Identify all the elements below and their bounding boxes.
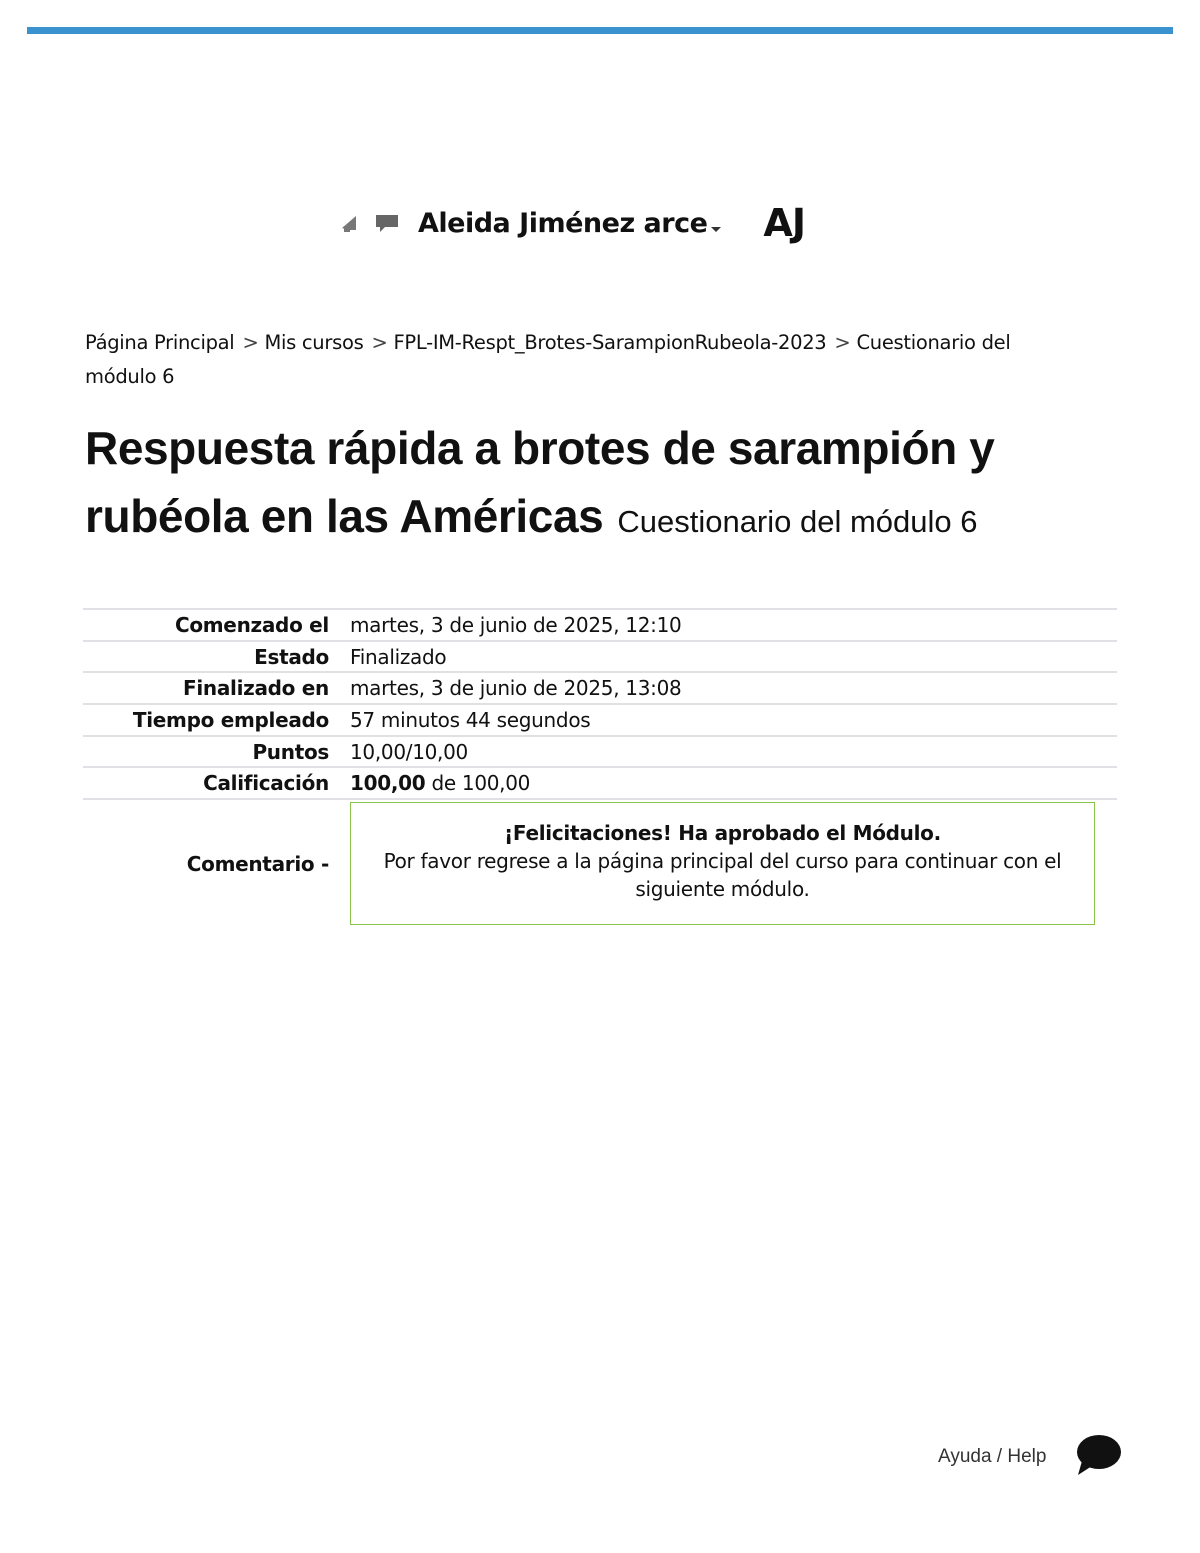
row-value: 57 minutos 44 segundos (350, 704, 1117, 736)
chevron-right-icon: > (371, 331, 388, 354)
grade-score: 100,00 (350, 771, 426, 796)
breadcrumb-item-course[interactable]: FPL-IM-Respt_Brotes-SarampionRubeola-2023 (393, 331, 827, 354)
feedback-message: Por favor regrese a la página principal del curso para continuar con el siguiente módulo. (383, 849, 1062, 902)
row-value: Finalizado (350, 641, 1117, 673)
breadcrumb-item-quiz[interactable]: Cuestionario del módulo 6 (85, 331, 1011, 388)
summary-row (83, 672, 1117, 704)
help-widget[interactable] (938, 1433, 1122, 1481)
comment-row (83, 799, 1117, 928)
help-label[interactable]: Ayuda / Help (938, 1446, 1047, 1467)
attempt-summary-table (83, 608, 1117, 928)
messages-icon[interactable] (374, 210, 400, 236)
breadcrumb-item-home[interactable]: Página Principal (85, 331, 235, 354)
summary-row (83, 609, 1117, 641)
feedback-title: ¡Felicitaciones! Ha aprobado el Módulo. (504, 821, 941, 846)
row-label: Calificación (83, 767, 350, 799)
top-accent-bar (27, 27, 1173, 34)
user-menu (336, 198, 805, 248)
notification-bell-icon[interactable] (336, 210, 362, 236)
chevron-right-icon: > (834, 331, 851, 354)
grade-value (350, 767, 1117, 799)
row-value: martes, 3 de junio de 2025, 13:08 (350, 672, 1117, 704)
grade-max: de 100,00 (425, 771, 531, 796)
row-label: Puntos (83, 736, 350, 768)
row-label: Tiempo empleado (83, 704, 350, 736)
avatar[interactable]: AJ (763, 201, 805, 245)
row-value: 10,00/10,00 (350, 736, 1117, 768)
chevron-down-icon[interactable] (711, 227, 721, 232)
breadcrumb-item-my-courses[interactable]: Mis cursos (264, 331, 364, 354)
page-title (85, 414, 1105, 556)
summary-row (83, 736, 1117, 768)
feedback-box (350, 802, 1095, 925)
summary-row (83, 704, 1117, 736)
row-value: martes, 3 de junio de 2025, 12:10 (350, 609, 1117, 641)
comment-label: Comentario - (83, 799, 350, 928)
quiz-subtitle: Cuestionario del módulo 6 (617, 504, 978, 539)
summary-row (83, 641, 1117, 673)
breadcrumb (85, 326, 1085, 394)
row-label: Finalizado en (83, 672, 350, 704)
chevron-right-icon: > (242, 331, 259, 354)
summary-row (83, 767, 1117, 799)
row-label: Estado (83, 641, 350, 673)
course-title: Respuesta rápida a brotes de sarampión y rubéola en las Américas (85, 422, 995, 542)
user-name[interactable]: Aleida Jiménez arce (418, 207, 708, 239)
chat-bubble-icon[interactable] (1074, 1433, 1122, 1481)
row-label: Comenzado el (83, 609, 350, 641)
